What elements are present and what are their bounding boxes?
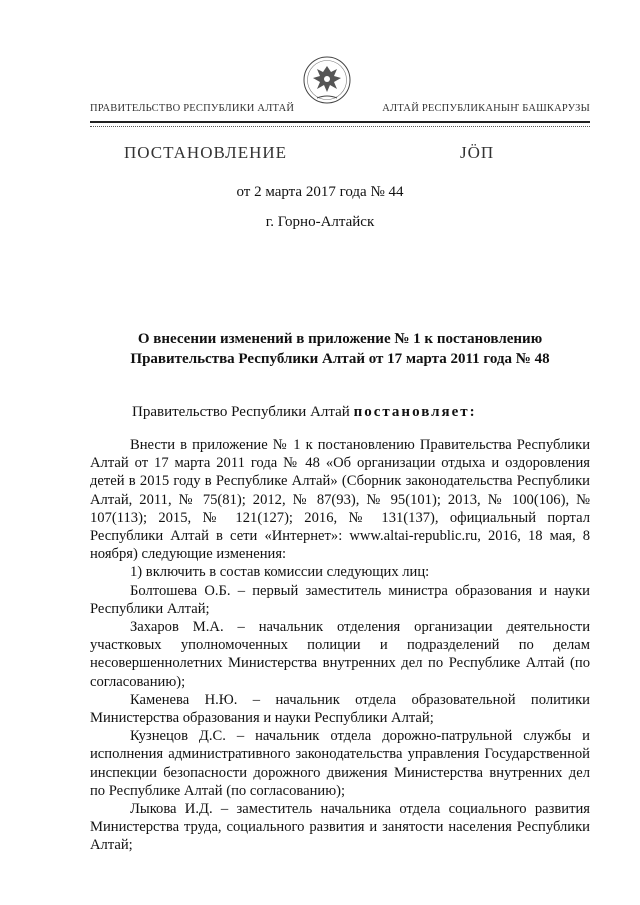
- document-title: [90, 329, 590, 369]
- doc-type-altai: ЈӦП: [460, 143, 495, 162]
- paragraph-member-zakharov: Захаров М.А. – начальник отделения организации деятельности участковых уполномоченных полиции и подразделений по делам несовершеннолетних Министерства внутренних дел по Республике Алтай (по согласованию);: [90, 619, 590, 690]
- header-divider-thick: [90, 121, 590, 123]
- title-line-2: Правительства Республики Алтай от 17 марта 2011 года № 48: [130, 351, 550, 367]
- header-right-text: АЛТАЙ РЕСПУБЛИКАНЫҤ БАШКАРУЗЫ: [382, 103, 590, 114]
- resolution-line: [132, 404, 477, 421]
- government-header: [90, 103, 590, 117]
- resolution-verb: постановляет:: [353, 404, 477, 420]
- doc-type-russian: ПОСТАНОВЛЕНИЕ: [124, 143, 288, 162]
- paragraph-member-lykova: Лыкова И.Д. – заместитель начальника отдела социального развития Министерства труда, социального развития и занятости населения Республики Алтай;: [90, 801, 590, 854]
- paragraph-list-item-1: 1) включить в состав комиссии следующих лиц:: [130, 564, 430, 581]
- paragraph-member-boltosheva: Болтошева О.Б. – первый заместитель министра образования и науки Республики Алтай;: [90, 582, 590, 617]
- resolution-subject: Правительство Республики Алтай: [132, 404, 350, 420]
- paragraph-member-kameneva: Каменева Н.Ю. – начальник отдела образовательной политики Министерства образования и науки Республики Алтай;: [90, 691, 590, 727]
- document-city: г. Горно-Алтайск: [265, 214, 375, 230]
- coat-of-arms-icon: [303, 54, 351, 106]
- title-line-1: О внесении изменений в приложение № 1 к постановлению: [137, 331, 543, 347]
- header-divider-thin: [90, 126, 590, 127]
- paragraph-amendment-intro: Внести в приложение № 1 к постановлению Правительства Республики Алтай от 17 марта 2011 года № 48 «Об организации отдыха и оздоровления детей в 2015 году в Республике Алтай» (Сборник законодательства Республики Алтай, 2011, № 75(81); 2012, № 87(93), № 95(101); 2013, № 100(106), № 107(113); 2015, № 121(127); 2016, № 131(137), официальный портал Республики Алтай в сети «Интернет»: www.altai-republic.ru, 2016, 18 мая, 8 ноября) следующие изменения:: [90, 437, 590, 563]
- document-date-number: от 2 марта 2017 года № 44: [236, 184, 404, 200]
- header-left-text: ПРАВИТЕЛЬСТВО РЕСПУБЛИКИ АЛТАЙ: [90, 103, 295, 114]
- document-body: [90, 436, 590, 855]
- paragraph-member-kuznetsov: Кузнецов Д.С. – начальник отдела дорожно-патрульной службы и исполнения административного законодательства управления Государственной инспекции безопасности дорожного движения Министерства внутренних дел по Республике Алтай (по согласованию);: [90, 728, 590, 799]
